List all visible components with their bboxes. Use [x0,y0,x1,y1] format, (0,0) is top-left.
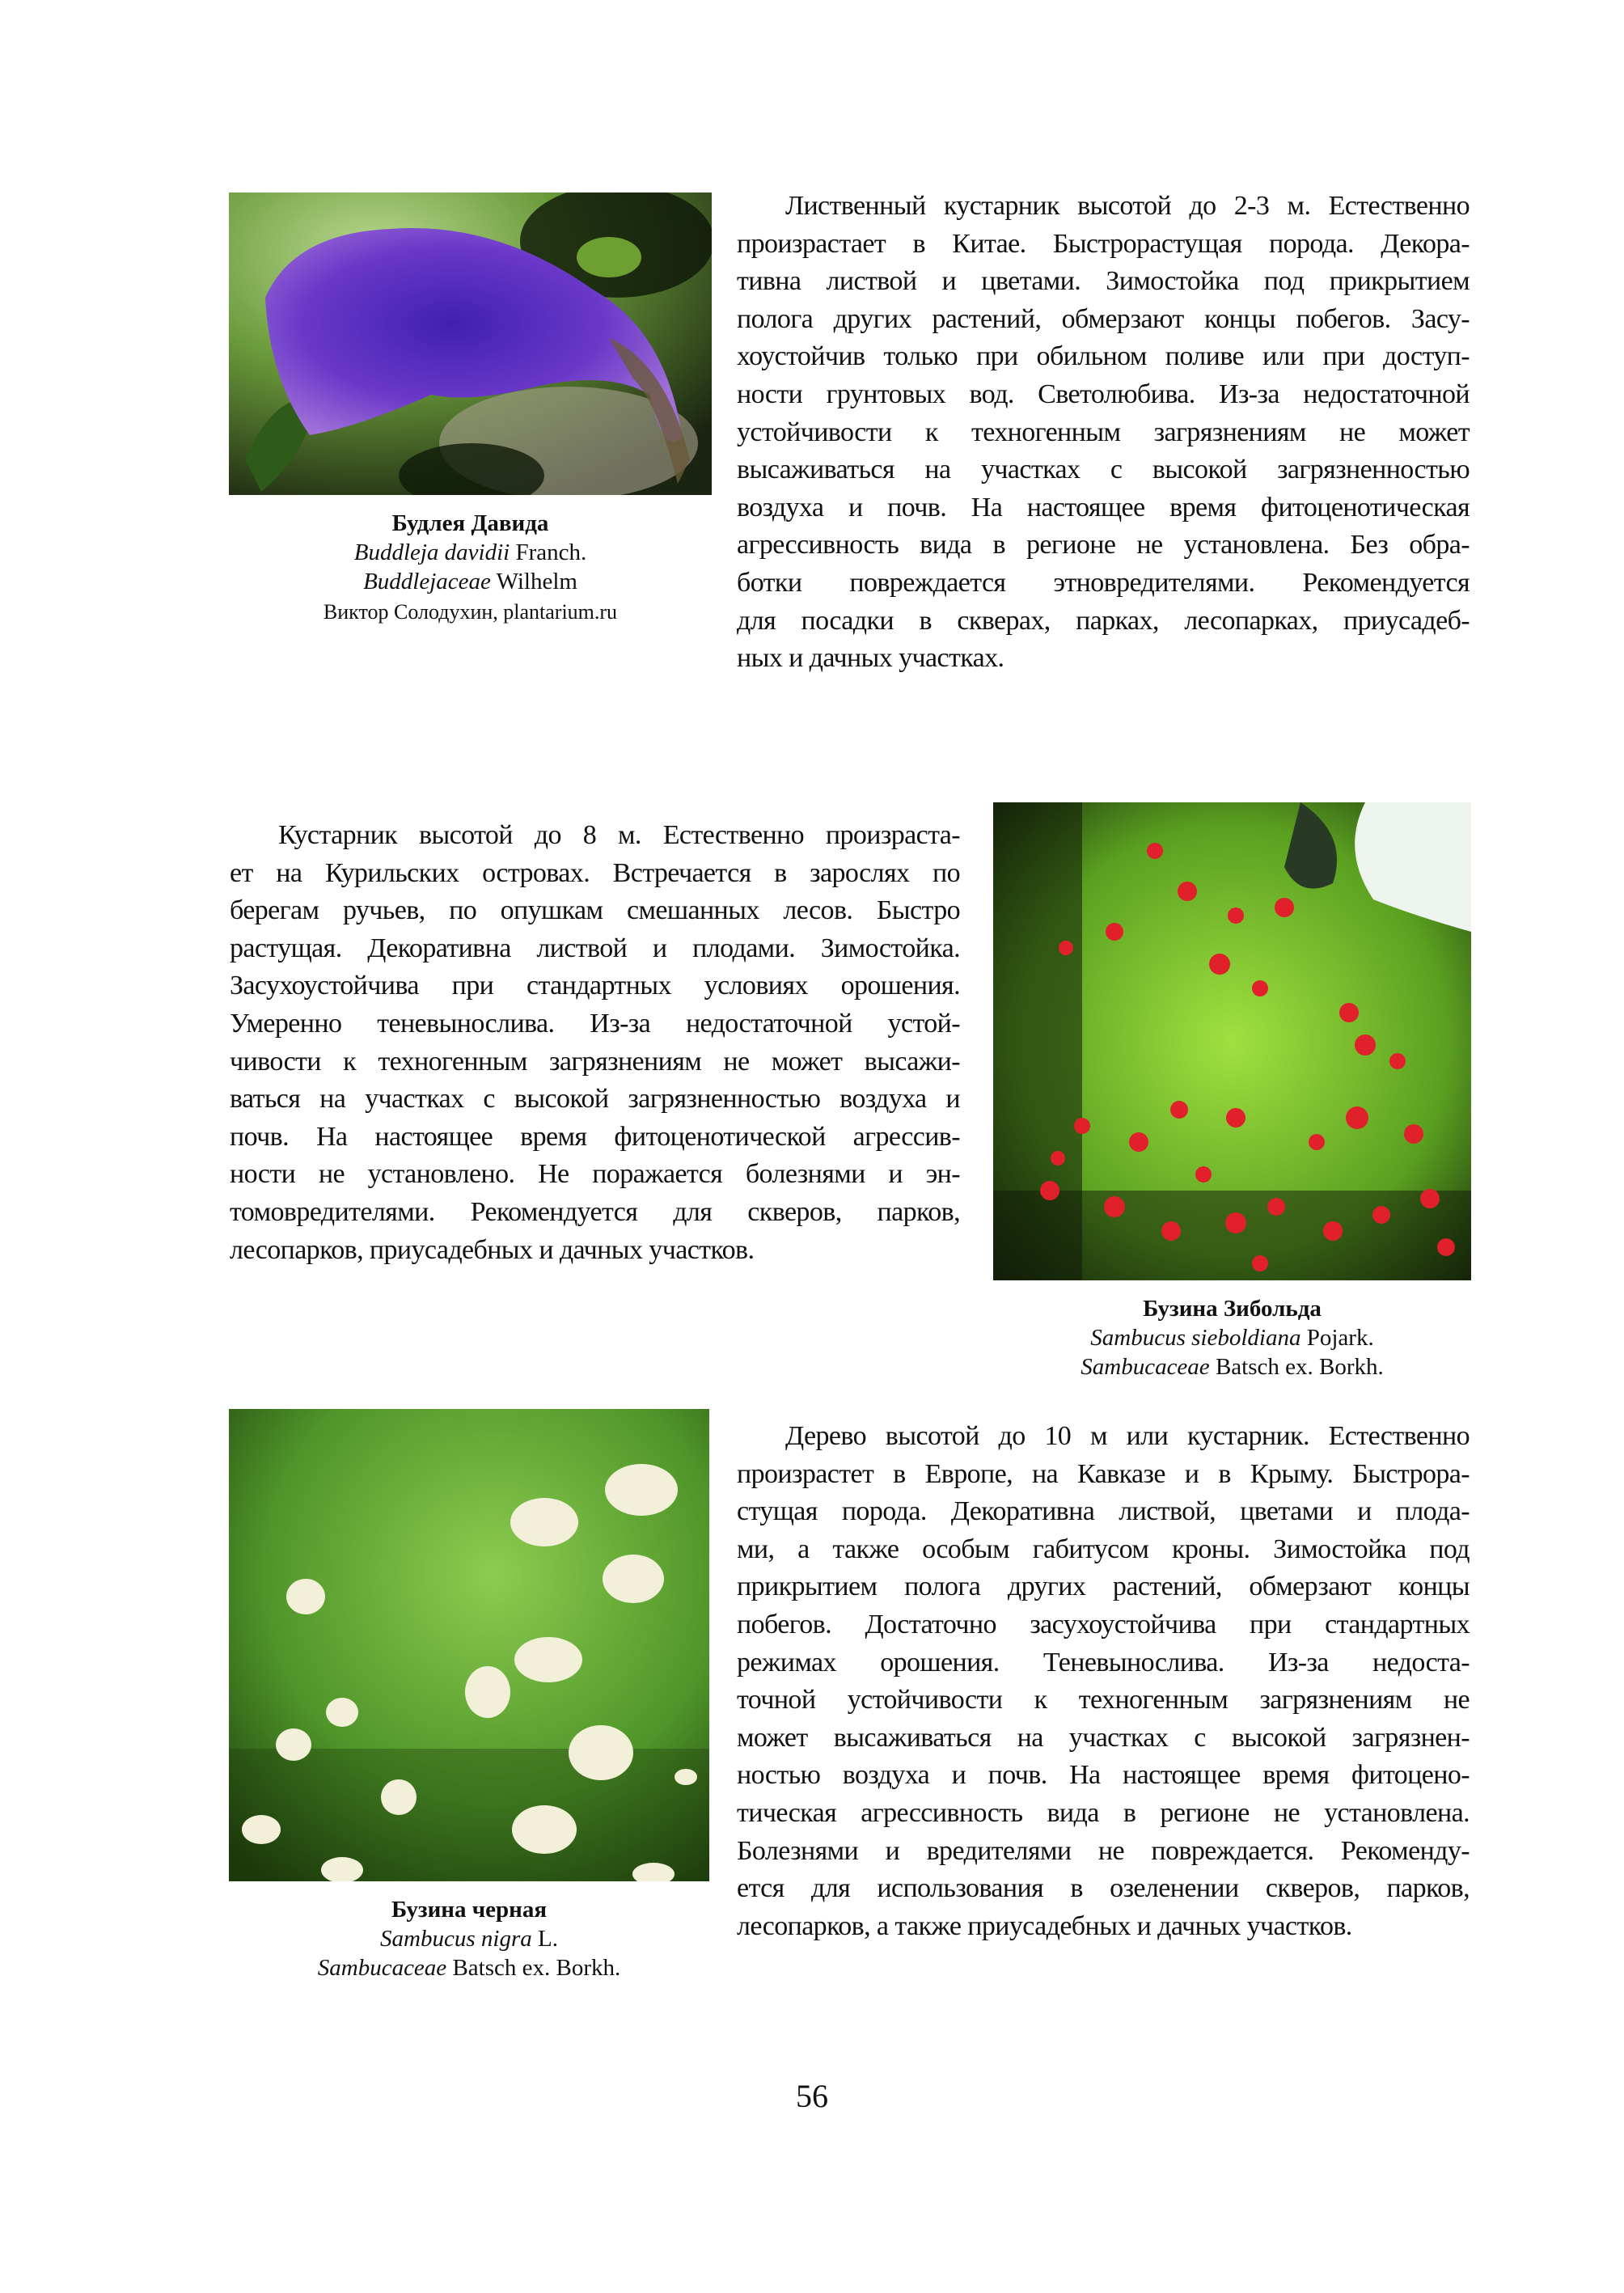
text-line-content: хоустойчив только при обильном поливе или при доступ- [737,341,1470,372]
text-line [230,930,960,968]
text-line-content: ваться на участках с высокой загрязненностью воздуха и [230,1084,960,1115]
common-name: Бузина Зибольда [1143,1296,1322,1322]
text-line [737,263,1470,301]
text-line [737,527,1470,565]
text-line-content: томовредителями. Рекомендуется для скверов, парков, [230,1196,960,1227]
latin-author: Franch. [515,539,587,565]
latin-name [229,1924,709,1953]
text-line [230,1119,960,1157]
common-name: Будлея Давида [391,510,549,536]
family-name [993,1352,1471,1381]
text-line [230,1156,960,1194]
text-line [737,603,1470,641]
caption-buddleja [229,509,712,627]
text-line-content: тивна листвой и цветами. Зимостойка под прикрытием [737,266,1470,297]
text-line-content: полога других растений, обмерзают концы побегов. Засу- [737,303,1470,334]
text-line-content: ности грунтовых вод. Светолюбива. Из-за недостаточной [737,379,1470,409]
caption-sambucus-nigra [229,1895,709,1982]
description-sambucus-nigra [737,1418,1470,1945]
text-line [737,1795,1470,1833]
text-line [737,1757,1470,1795]
buddleja-photo-image [229,192,712,495]
text-line [230,855,960,893]
text-line-content: Болезнями и вредителями не повреждается. Рекоменду- [737,1835,1470,1866]
text-line [737,188,1470,226]
text-line [737,1870,1470,1908]
family-author: Batsch ex. Borkh. [452,1955,621,1981]
photo-sambucus-nigra [229,1409,709,1881]
text-line [737,376,1470,414]
family: Buddlejaceae [363,569,491,594]
text-line [737,565,1470,603]
common-name: Бузина черная [391,1897,548,1923]
text-line-content: ных и дачных участках. [737,643,1004,674]
text-line [737,1531,1470,1569]
family-author: Batsch ex. Borkh. [1215,1354,1384,1380]
text-line [737,338,1470,376]
text-line [230,1194,960,1232]
sambucus-nigra-photo-image [229,1409,709,1881]
text-line-content: почв. На настоящее время фитоценотической агрессив- [230,1121,960,1152]
text-line [230,892,960,930]
text-line [737,226,1470,264]
text-line-content: чивости к техногенным загрязнениям не может высажи- [230,1046,960,1077]
photo-sambucus-sieboldiana [993,802,1471,1280]
text-line [737,1493,1470,1531]
text-line-content: ностью воздуха и почв. На настоящее время фитоцено- [737,1760,1470,1791]
text-line-content: устойчивости к техногенным загрязнениям не может [737,417,1470,447]
latin-author: Pojark. [1306,1325,1374,1351]
text-line [230,1005,960,1043]
photo-credit: Виктор Солодухин, plantarium.ru [323,600,618,624]
text-line-content: ми, а также особым габитусом кроны. Зимостойка под [737,1534,1470,1564]
caption-sambucus-sieboldiana [993,1294,1471,1381]
description-buddleja [737,188,1470,678]
latin-name [993,1323,1471,1352]
text-line-content: Дерево высотой до 10 м или кустарник. Естественно [785,1421,1470,1451]
text-line-content: растущая. Декоративна листвой и плодами. Зимостойка. [230,933,960,963]
text-line [737,1682,1470,1720]
text-line-content: точной устойчивости к техногенным загрязнениям не [737,1685,1470,1716]
text-line-content: произрастет в Европе, на Кавказе и в Крыму. Быстрора- [737,1458,1470,1489]
family-author: Wilhelm [496,569,577,594]
text-line-content: ет на Курильских островах. Встречается в зарослях по [230,857,960,888]
latin-genus-species: Sambucus nigra [380,1926,532,1952]
family: Sambucaceae [1081,1354,1210,1380]
text-line [230,1081,960,1119]
text-line-content: лесопарков, приусадебных и дачных участков. [230,1234,755,1265]
text-line [737,1644,1470,1682]
text-line-content: высаживаться на участках с высокой загрязненностью [737,455,1470,485]
text-line [737,451,1470,489]
text-line-content: Кустарник высотой до 8 м. Естественно произраста- [278,820,960,850]
latin-genus-species: Buddleja davidii [353,539,510,565]
sambucus-sieboldiana-photo-image [993,802,1471,1280]
text-line [737,489,1470,527]
text-line-content: побегов. Достаточно засухоустойчива при стандартных [737,1609,1470,1639]
text-line-content: тическая агрессивность вида в регионе не установлена. [737,1797,1470,1828]
family-name [229,1953,709,1982]
text-line [230,967,960,1005]
text-line-content: Умеренно теневынослива. Из-за недостаточной устой- [230,1008,960,1039]
text-line-content: может высаживаться на участках с высокой загрязнен- [737,1722,1470,1753]
text-line [737,1606,1470,1644]
text-line-content: воздуха и почв. На настоящее время фитоценотическая [737,492,1470,522]
text-line [737,301,1470,339]
text-line-content: ется для использования в озеленении скверов, парков, [737,1873,1470,1904]
text-line [737,1833,1470,1871]
text-line-content: агрессивность вида в регионе не установлена. Без обра- [737,530,1470,561]
text-line [737,414,1470,452]
text-line-content: произрастает в Китае. Быстрорастущая порода. Декора- [737,228,1470,259]
latin-name [229,538,712,567]
latin-author: L. [537,1926,558,1952]
description-sambucus-sieboldiana [230,817,960,1269]
text-line [230,1232,960,1270]
text-line [737,1568,1470,1606]
family: Sambucaceae [317,1955,447,1981]
latin-genus-species: Sambucus sieboldiana [1090,1325,1301,1351]
text-line-content: берегам ручьев, по опушкам смешанных лесов. Быстро [230,895,960,926]
text-line [737,1456,1470,1494]
page-number: 56 [796,2078,828,2114]
text-line-content: Засухоустойчива при стандартных условиях орошения. [230,971,960,1001]
text-line [230,817,960,855]
text-line-content: ботки повреждается этновредителями. Рекомендуется [737,567,1470,598]
text-line [737,1418,1470,1456]
text-line [737,1908,1470,1946]
photo-buddleja-davidii [229,192,712,495]
text-line [737,640,1470,678]
text-line-content: режимах орошения. Теневынослива. Из-за недоста- [737,1647,1470,1677]
text-line [737,1720,1470,1758]
text-line-content: лесопарков, а также приусадебных и дачных участков. [737,1910,1352,1941]
text-line-content: стущая порода. Декоративна листвой, цветами и плода- [737,1496,1470,1527]
text-line-content: ности не установлено. Не поражается болезнями и эн- [230,1159,960,1190]
text-line [230,1043,960,1081]
text-line-content: для посадки в скверах, парках, лесопарках, приусадеб- [737,605,1470,636]
text-line-content: прикрытием полога других растений, обмерзают концы [737,1572,1470,1602]
text-line-content: Лиственный кустарник высотой до 2-3 м. Естественно [785,191,1470,221]
family-name [229,567,712,596]
